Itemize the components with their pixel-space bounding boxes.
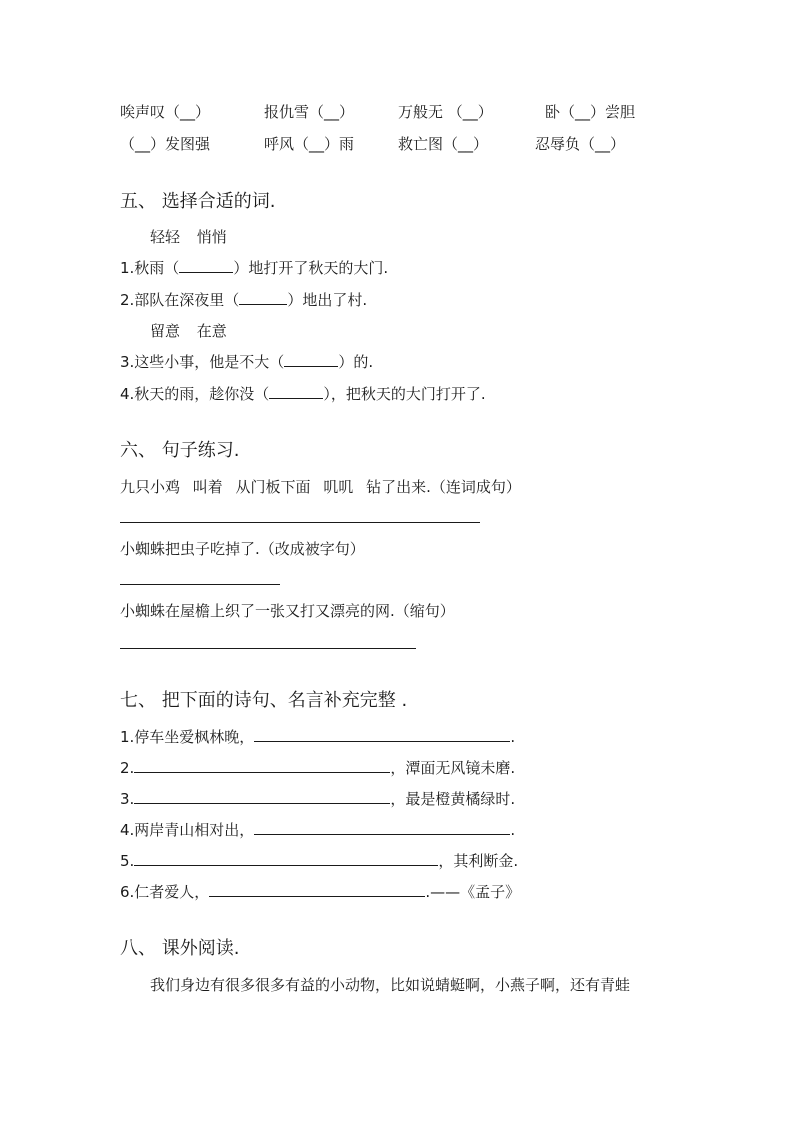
poem-line-5: 5. ，其利断金. — [120, 852, 519, 870]
sentence-1: 九只小鸡 叫着 从门板下面 叽叽 钻了出来.（连词成句） — [120, 478, 521, 496]
q1-blank[interactable] — [179, 258, 233, 273]
section8-heading: 八、 课外阅读. — [120, 938, 240, 959]
idiom-3: 万般无 （__） — [398, 103, 493, 121]
idiom-1: 唉声叹（__） — [120, 103, 211, 121]
question-2: 2.部队在深夜里（ ）地出了村. — [120, 291, 368, 309]
question-1: 1.秋雨（ ）地打开了秋天的大门. — [120, 259, 389, 277]
poem-blank-1[interactable] — [254, 727, 510, 742]
poem-blank-4[interactable] — [254, 820, 510, 835]
poem-blank-2[interactable] — [134, 758, 390, 773]
idiom-4: 卧（__）尝胆 — [545, 103, 636, 121]
idiom-6: 呼风（__）雨 — [264, 135, 355, 153]
poem-blank-6[interactable] — [209, 882, 425, 897]
section6-heading: 六、 句子练习. — [120, 440, 240, 461]
poem-line-1: 1.停车坐爱枫林晚， . — [120, 728, 516, 746]
poem-line-6: 6.仁者爱人， .——《孟子》 — [120, 883, 521, 901]
poem-blank-3[interactable] — [134, 789, 390, 804]
question-4: 4.秋天的雨，趁你没（ ），把秋天的大门打开了. — [120, 385, 486, 403]
word-pair-1: 轻轻 悄悄 — [150, 228, 227, 246]
word-pair-2: 留意 在意 — [150, 322, 227, 340]
idiom-2: 报仇雪（__） — [264, 103, 355, 121]
q4-blank[interactable] — [269, 384, 323, 399]
poem-line-2: 2. ，潭面无风镜未磨. — [120, 759, 516, 777]
poem-line-3: 3. ，最是橙黄橘绿时. — [120, 790, 516, 808]
sentence-2: 小蜘蛛把虫子吃掉了.（改成被字句） — [120, 540, 365, 558]
idiom-5: （__）发图强 — [120, 135, 211, 153]
poem-line-4: 4.两岸青山相对出， . — [120, 821, 516, 839]
reading-paragraph: 我们身边有很多很多有益的小动物，比如说蜻蜓啊，小燕子啊，还有青蛙 — [150, 976, 631, 994]
answer-line-3[interactable] — [120, 648, 416, 649]
poem-blank-5[interactable] — [134, 851, 438, 866]
section5-heading: 五、 选择合适的词. — [120, 191, 276, 212]
q3-blank[interactable] — [284, 352, 338, 367]
sentence-3: 小蜘蛛在屋檐上织了一张又打又漂亮的网.（缩句） — [120, 602, 455, 620]
answer-line-2[interactable] — [120, 584, 280, 585]
question-3: 3.这些小事，他是不大（ ）的. — [120, 353, 374, 371]
idiom-8: 忍辱负（__） — [535, 135, 626, 153]
q2-blank[interactable] — [239, 290, 287, 305]
idiom-7: 救亡图（__） — [398, 135, 489, 153]
section7-heading: 七、 把下面的诗句、名言补充完整 . — [120, 690, 408, 711]
answer-line-1[interactable] — [120, 522, 480, 523]
